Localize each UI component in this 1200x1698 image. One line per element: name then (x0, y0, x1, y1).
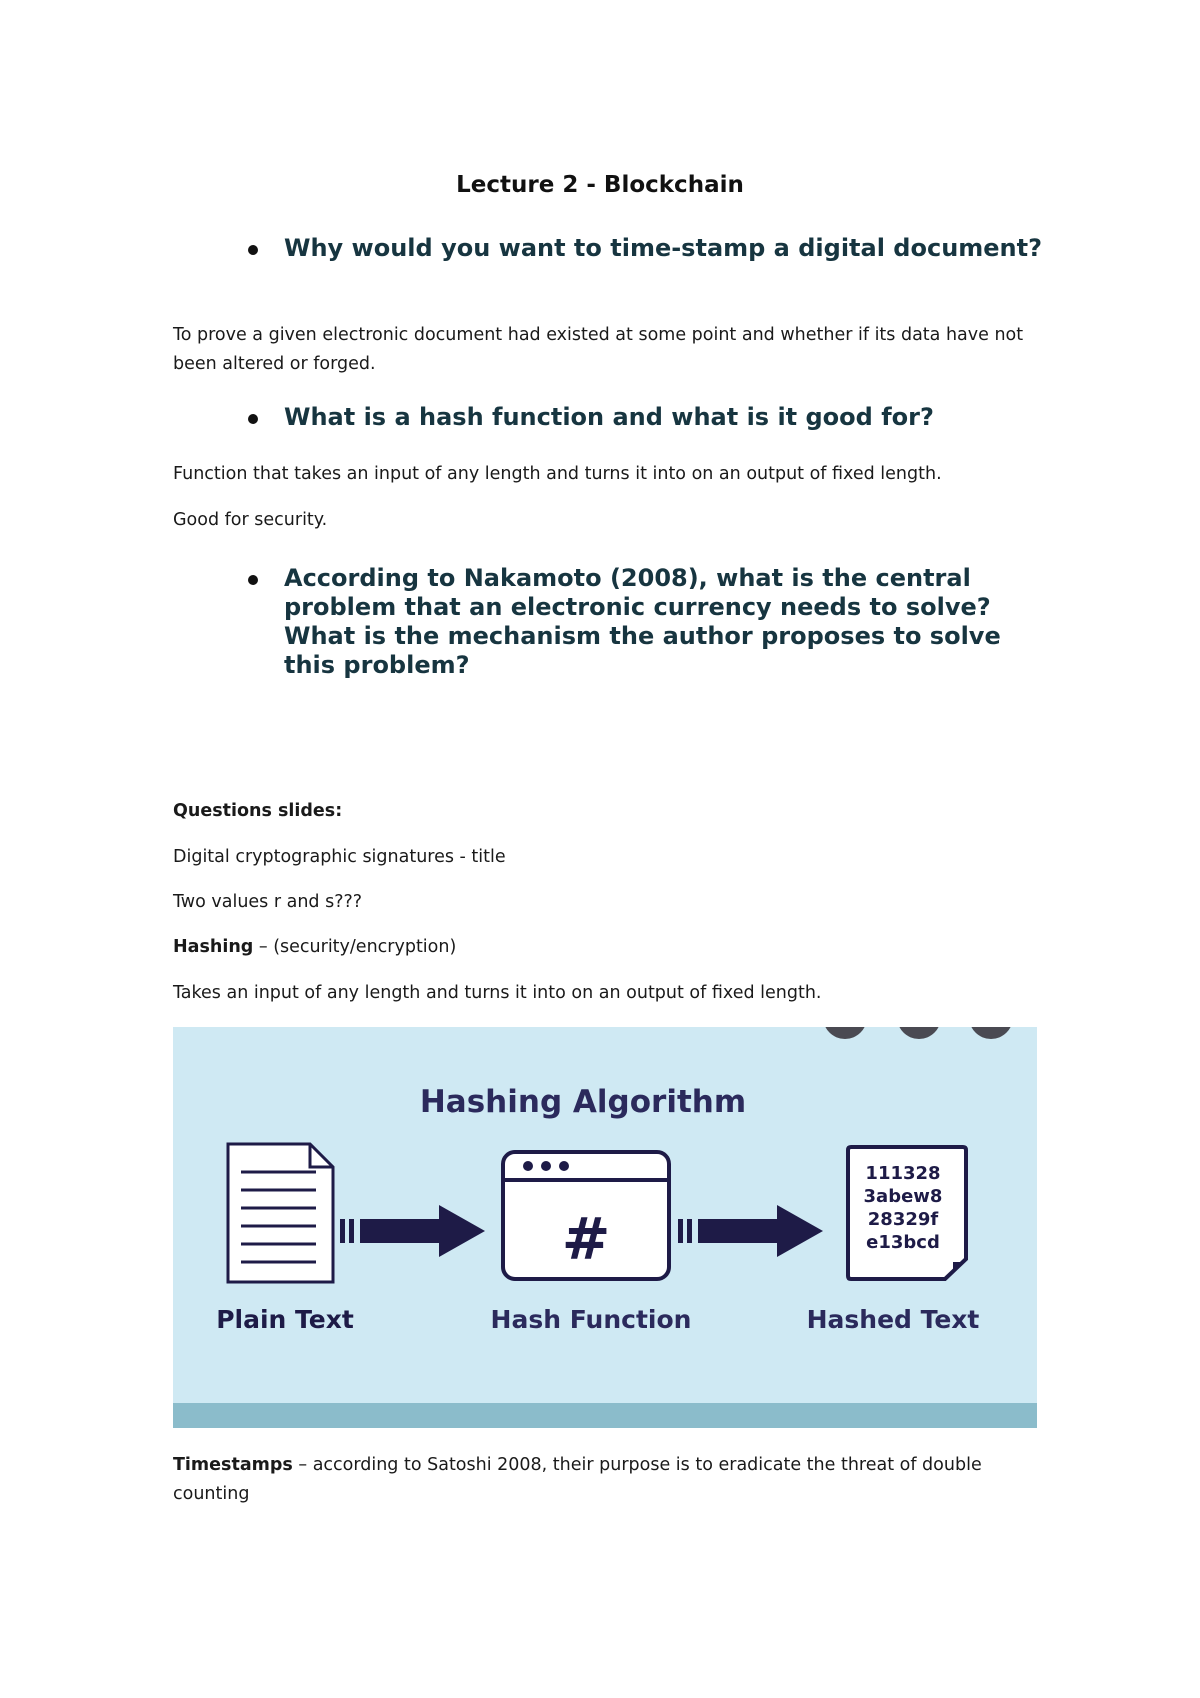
answer-2-line-2: Good for security. (173, 510, 328, 530)
timestamps-description: – according to Satoshi 2008, their purpose is to eradicate the threat of double counting (173, 1455, 982, 1504)
hash-line-1: 111328 (865, 1163, 941, 1184)
question-1-text: Why would you want to time-stamp a digital document? (284, 234, 1043, 262)
hash-symbol: # (561, 1205, 611, 1273)
question-2 (284, 403, 1044, 432)
notes-heading (173, 797, 1033, 826)
hash-line-4: e13bcd (866, 1232, 940, 1253)
timestamps-term: Timestamps (173, 1455, 293, 1475)
question-3-text: According to Nakamoto (2008), what is the central problem that an electronic currency needs to solve? What is the mechanism the author proposes to solve this problem? (284, 564, 1001, 679)
hashing-algorithm-figure (173, 1027, 1037, 1428)
notes-heading-text: Questions slides: (173, 801, 343, 821)
question-1 (284, 234, 1044, 263)
hash-line-2: 3abew8 (863, 1186, 943, 1207)
bullet-icon (248, 575, 258, 585)
hash-function-icon (503, 1152, 669, 1279)
bullet-icon (248, 245, 258, 255)
label-hash-function: Hash Function (490, 1305, 692, 1334)
notes-line-4: Takes an input of any length and turns it into on an output of fixed length. (173, 983, 822, 1003)
notes-timestamps (173, 1451, 1033, 1509)
bullet-icon (248, 414, 258, 424)
hashing-description: – (security/encryption) (253, 937, 457, 957)
notes-line-2: Two values r and s??? (173, 892, 363, 912)
document-icon (228, 1144, 333, 1282)
notes-line-1: Digital cryptographic signatures - title (173, 847, 506, 867)
label-hashed-text: Hashed Text (806, 1305, 980, 1334)
label-plain-text: Plain Text (216, 1305, 354, 1334)
page-title: Lecture 2 - Blockchain (456, 172, 744, 198)
figure-title: Hashing Algorithm (419, 1084, 747, 1120)
hash-line-3: 28329f (867, 1209, 939, 1230)
answer-2-line-1: Function that takes an input of any length and turns it into on an output of fixed length. (173, 464, 942, 484)
hashing-term: Hashing (173, 937, 254, 957)
answer-1: To prove a given electronic document had existed at some point and whether if its data have not been altered or forged. (173, 325, 1024, 374)
figure-footer-strip (173, 1403, 1037, 1428)
question-2-text: What is a hash function and what is it good for? (284, 403, 934, 431)
notes-hashing (173, 933, 1033, 962)
question-3 (284, 564, 1044, 680)
